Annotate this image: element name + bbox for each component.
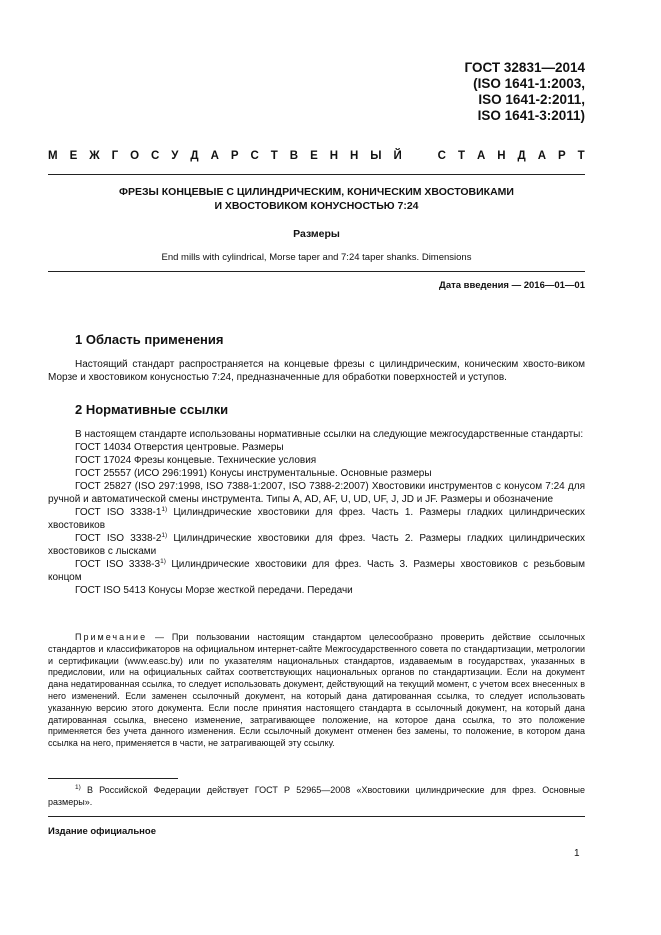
banner-letter: С bbox=[151, 150, 160, 162]
footnote-paragraph bbox=[48, 784, 585, 808]
reference-code: ГОСТ ISO 3338-1 bbox=[75, 507, 162, 518]
reference-item bbox=[48, 506, 585, 532]
footnote-marker: 1) bbox=[75, 784, 81, 791]
banner-letter: Н bbox=[497, 150, 506, 162]
banner-letter: У bbox=[171, 150, 179, 162]
references-intro: В настоящем стандарте использованы нормативные ссылки на следующие межгосударственные стандарты: bbox=[75, 429, 584, 440]
banner-letter: А bbox=[537, 150, 546, 162]
reference-item: ГОСТ 25557 (ИСО 296:1991) Конусы инструментальные. Основные размеры bbox=[75, 468, 432, 479]
page-number: 1 bbox=[574, 848, 580, 859]
footnote-ref[interactable]: 1) bbox=[161, 532, 168, 539]
note-block bbox=[48, 632, 585, 750]
header-rule bbox=[48, 174, 585, 175]
reference-text: Цилиндрические хвостовики для фрез. Часть 1. Размеры гладких цилиндрических хвостовиков bbox=[48, 507, 585, 531]
banner-letter: А bbox=[210, 150, 219, 162]
banner-letter: Е bbox=[310, 150, 318, 162]
banner-letter: Р bbox=[557, 150, 566, 162]
banner-letter: Д bbox=[517, 150, 526, 162]
banner-letter: Е bbox=[69, 150, 78, 162]
note-text: — При пользовании настоящим стандартом целесообразно проверить действие ссылочных стандартов и классификаторов на официальном интернет-сайте Межгосударственного совета по стандартизации, метрологии и сертификации (www.easc.by) или по указателям национальных стандартов, издаваемым в государствах, указанных в предисловии, или на официальных сайтах соответствующих национальных органов по стандартизации. Если на документ дана недатированная ссылка, то следует использовать документ, действующий на текущий момент, с учетом всех внесенных в него изменений. Если заменен ссылочный документ, на который дана датированная ссылка, то следует использовать указанную версию этого документа. Если после принятия настоящего стандарта в ссылочный документ, на который дана датированная ссылка, внесено изменение, затрагивающее положение, на которое дана ссылка, то это положение применяется без учета данного изменения. Если ссылочный документ отменен без замены, то положение, в котором дана ссылка на него, применяется в части, не затрагивающей эту ссылку. bbox=[48, 632, 585, 749]
footnote bbox=[48, 784, 585, 808]
footnote-ref[interactable]: 1) bbox=[160, 558, 166, 565]
banner-letter: Д bbox=[190, 150, 199, 162]
banner-letter: Н bbox=[349, 150, 359, 162]
reference-text: Цилиндрические хвостовики для фрез. Часть 3. Размеры хвостовиков с резьбовым концом bbox=[48, 559, 585, 583]
footnote-rule bbox=[48, 778, 178, 779]
section-1-heading: 1 Область применения bbox=[75, 332, 224, 347]
reference-item bbox=[48, 532, 585, 558]
banner-letter: О bbox=[130, 150, 140, 162]
section-2-heading: 2 Нормативные ссылки bbox=[75, 402, 229, 417]
reference-item bbox=[48, 558, 585, 584]
reference-code: ГОСТ ISO 3338-2 bbox=[75, 533, 162, 544]
banner-letter: М bbox=[48, 150, 58, 162]
banner-letter: Ж bbox=[89, 150, 100, 162]
english-title: End mills with cylindrical, Morse taper and 7:24 taper shanks. Dimensions bbox=[161, 252, 472, 263]
banner-letter: Ы bbox=[370, 150, 382, 162]
banner-letter: В bbox=[289, 150, 299, 162]
banner-letter: Г bbox=[111, 150, 119, 162]
standard-designation bbox=[0, 60, 585, 124]
footnote-ref[interactable]: 1) bbox=[161, 506, 168, 513]
banner-letter: Й bbox=[393, 150, 402, 162]
banner-letter: Н bbox=[329, 150, 339, 162]
banner-letter: Р bbox=[230, 150, 239, 162]
banner-letter: А bbox=[476, 150, 486, 162]
banner-letter: Т bbox=[457, 150, 465, 162]
title-line-1: ФРЕЗЫ КОНЦЕВЫЕ С ЦИЛИНДРИЧЕСКИМ, КОНИЧЕСКИМ ХВОСТОВИКАМИ bbox=[119, 186, 514, 198]
introduction-date: Дата введения — 2016—01—01 bbox=[439, 280, 585, 291]
document-title bbox=[48, 186, 585, 213]
section-1-body bbox=[48, 358, 585, 384]
note-paragraph bbox=[48, 632, 585, 750]
reference-item: ГОСТ ISO 5413 Конусы Морзе жесткой передачи. Передачи bbox=[75, 585, 353, 596]
banner-letter: С bbox=[437, 150, 446, 162]
title-rule bbox=[48, 271, 585, 272]
title-line-2: И ХВОСТОВИКОМ КОНУСНОСТЬЮ 7:24 bbox=[214, 199, 419, 212]
footer-rule bbox=[48, 816, 585, 817]
reference-code: ГОСТ ISO 3338-3 bbox=[75, 559, 161, 570]
section-2-body bbox=[48, 428, 585, 597]
document-subtitle: Размеры bbox=[293, 228, 340, 240]
banner-letter: Т bbox=[270, 150, 278, 162]
edition-label: Издание официальное bbox=[48, 826, 156, 837]
designation-line: ISO 1641-2:2011, bbox=[478, 92, 585, 107]
section-1-paragraph: Настоящий стандарт распространяется на концевые фрезы с цилиндрическим, коническим хвосто-виком Морзе и хвостовиком конусностью 7:24, предназначенные для обработки поверхностей и уступов. bbox=[48, 359, 585, 383]
reference-item: ГОСТ 14034 Отверстия центровые. Размеры bbox=[75, 442, 284, 453]
standard-type-banner bbox=[48, 150, 585, 162]
reference-text: Цилиндрические хвостовики для фрез. Часть 2. Размеры гладких цилиндрических хвостовиков с лысками bbox=[48, 533, 585, 557]
note-label: Примечание bbox=[75, 632, 148, 642]
designation-line: ISO 1641-3:2011) bbox=[477, 108, 585, 123]
designation-line: ГОСТ 32831—2014 bbox=[464, 60, 585, 75]
banner-letter: Т bbox=[577, 150, 585, 162]
banner-letter: С bbox=[250, 150, 259, 162]
reference-item: ГОСТ 17024 Фрезы концевые. Технические условия bbox=[75, 455, 317, 466]
reference-item: ГОСТ 25827 (ISO 297:1998, ISO 7388-1:2007, ISO 7388-2:2007) Хвостовики инструментов с конусом 7:24 для ручной и автоматической смены инструмента. Типы A, AD, AF, U, UD, UF, J, JD и JF. Размеры и обозначение bbox=[48, 481, 585, 505]
footnote-text: В Российской Федерации действует ГОСТ Р 52965—2008 «Хвостовики цилиндрические для фрез. Основные размеры». bbox=[48, 785, 585, 807]
designation-line: (ISO 1641-1:2003, bbox=[473, 76, 585, 91]
